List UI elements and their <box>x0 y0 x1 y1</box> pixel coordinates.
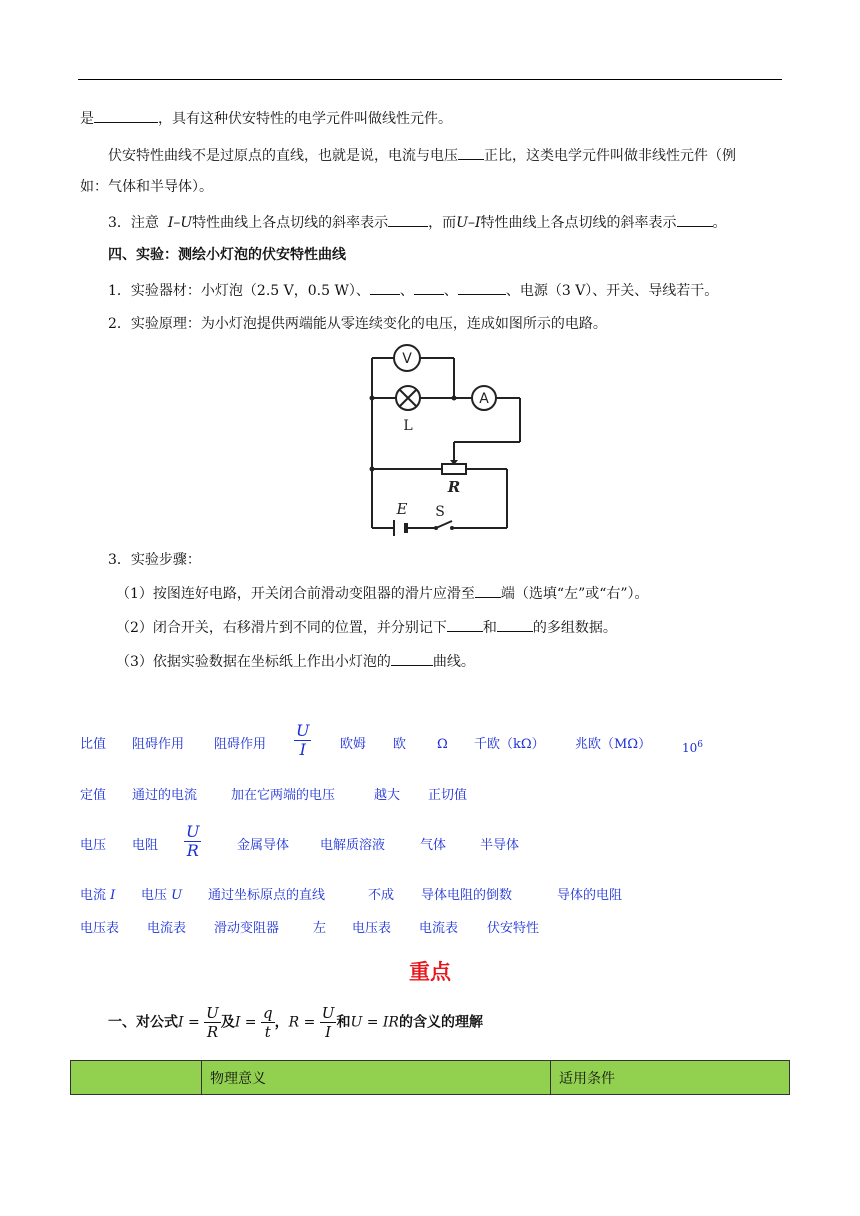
answer-ans-28: 导体的电阻 <box>557 888 623 903</box>
line2-start: 伏安特性曲线不是过原点的直线，也就是说，电流与电压 <box>108 148 458 164</box>
answer-ans-10 <box>682 735 703 758</box>
answer-ans-20: 电解质溶液 <box>320 838 386 853</box>
answer-voltage-symbol: U <box>171 888 183 903</box>
answer-ans-11: 定值 <box>80 788 107 803</box>
answer-ans-33: 电压表 <box>352 921 392 936</box>
text-line-2 <box>108 145 736 166</box>
fraction-denominator: R <box>206 1023 219 1041</box>
answer-fraction-u-over-i <box>294 722 311 759</box>
iu-symbol: I–U <box>167 215 193 231</box>
answer-ans-31: 滑动变阻器 <box>214 921 280 936</box>
line4-text-b: ，而 <box>428 215 457 231</box>
fraction-u-over-i <box>320 1004 337 1041</box>
text-line-7: 2．实验原理：为小灯泡提供两端能从零连续变化的电压，连成如图所示的电路。 <box>108 316 607 332</box>
ammeter-label: A <box>479 391 489 407</box>
answer-ans-9: 兆欧（MΩ） <box>575 737 652 752</box>
blank-6 <box>414 280 444 295</box>
answer-ans-24 <box>141 886 182 906</box>
switch-pivot <box>434 526 438 530</box>
text-line-3: 如：气体和半导体）。 <box>80 179 213 195</box>
fraction-q-over-t <box>261 1004 275 1041</box>
answer-ans-34: 电流表 <box>419 921 459 936</box>
symbol-i: I <box>234 1014 241 1031</box>
table-header-cell <box>71 1061 202 1095</box>
table-header-cell: 物理意义 <box>202 1061 551 1095</box>
answer-ans-13: 加在它两端的电压 <box>231 788 336 803</box>
fraction-numerator: U <box>186 822 200 841</box>
line9-end: 端（选填“左”或“右”）。 <box>500 586 649 602</box>
text-line-4 <box>108 212 727 233</box>
conjunction: 及 <box>220 1014 235 1031</box>
answer-ans-29: 电压表 <box>80 921 120 936</box>
symbol-i: I <box>178 1014 184 1031</box>
table-header-row <box>71 1061 790 1095</box>
answer-ans-27: 导体电阻的倒数 <box>421 888 513 903</box>
table-header-cell: 适用条件 <box>551 1061 790 1095</box>
conjunction: 和 <box>336 1014 351 1031</box>
fraction-denominator: I <box>325 1023 332 1041</box>
formula-heading-post: 的含义的理解 <box>398 1014 483 1031</box>
answer-current-label: 电流 <box>80 888 107 903</box>
header-rule <box>78 79 782 80</box>
answer-ans-14: 越大 <box>374 788 401 803</box>
blank-9 <box>447 617 483 632</box>
switch-contact <box>450 526 454 530</box>
fraction-denominator: R <box>186 841 199 860</box>
answer-ans-30: 电流表 <box>147 921 187 936</box>
ui-symbol: U–I <box>456 215 481 231</box>
answer-ans-1: 比值 <box>80 737 107 752</box>
power-base: 10 <box>682 741 698 755</box>
power-exponent: 6 <box>697 740 704 750</box>
line10-end: 的多组数据。 <box>532 620 617 636</box>
equals-sign: = <box>183 1014 205 1031</box>
section-heading-experiment: 四、实验：测绘小灯泡的伏安特性曲线 <box>108 247 346 263</box>
answer-ans-22: 半导体 <box>480 838 520 853</box>
fraction-numerator: q <box>263 1004 273 1022</box>
formula-uir: U = IR <box>350 1014 399 1031</box>
line1-end: ，具有这种伏安特性的电学元件叫做线性元件。 <box>158 111 452 127</box>
answer-ans-21: 气体 <box>420 838 447 853</box>
blank-7 <box>458 280 506 295</box>
formula-heading-pre: 一、对公式 <box>108 1014 178 1031</box>
text-line-11 <box>116 651 475 672</box>
line2-end: 正比，这类电学元件叫做非线性元件（例 <box>484 148 736 164</box>
answer-fraction-u-over-r <box>184 823 201 860</box>
fraction-numerator: U <box>296 721 310 740</box>
fraction-numerator: U <box>206 1004 219 1022</box>
text-line-10 <box>116 617 617 638</box>
answer-ans-16: 电压 <box>80 838 107 853</box>
fraction-u-over-r <box>204 1004 221 1041</box>
answer-ans-19: 金属导体 <box>237 838 290 853</box>
blank-4 <box>677 212 713 227</box>
text-line-9 <box>116 583 649 604</box>
separator: 、 <box>443 283 458 299</box>
line6-end: 、电源（3 V）、开关、导线若干。 <box>505 283 719 299</box>
answer-ans-3: 阻碍作用 <box>214 737 267 752</box>
line4-end: 。 <box>712 215 727 231</box>
junction-dot <box>452 396 457 401</box>
fraction-denominator: t <box>264 1023 271 1041</box>
source-label: E <box>396 500 408 518</box>
formula-heading <box>108 1004 483 1041</box>
answer-ans-25: 通过坐标原点的直线 <box>208 888 326 903</box>
answer-ans-7: Ω <box>437 737 448 752</box>
text-line-6 <box>108 280 718 301</box>
line4-text-a: 特性曲线上各点切线的斜率表示 <box>192 215 389 231</box>
rheostat-symbol <box>442 464 466 474</box>
answer-ans-12: 通过的电流 <box>132 788 198 803</box>
section-title: 重点 <box>409 960 451 984</box>
switch-label: S <box>435 504 445 520</box>
lamp-label: L <box>403 418 413 434</box>
blank-3 <box>388 212 428 227</box>
blank-2 <box>458 145 484 160</box>
answer-ans-6: 欧 <box>393 737 407 752</box>
symbol-r: R <box>288 1014 300 1031</box>
line6-start: 1．实验器材：小灯泡（2.5 V，0.5 W）、 <box>108 283 370 299</box>
blank-1 <box>94 108 158 123</box>
comma: ， <box>274 1014 289 1031</box>
comparison-table <box>70 1060 790 1095</box>
answer-ans-23 <box>80 886 115 906</box>
equals-sign: = <box>299 1014 320 1031</box>
line10-start: （2）闭合开关，右移滑片到不同的位置，并分别记下 <box>116 620 447 636</box>
answer-voltage-label: 电压 <box>141 888 168 903</box>
equals-sign: = <box>240 1014 261 1031</box>
text-line-1 <box>80 108 452 129</box>
answer-ans-17: 电阻 <box>132 838 159 853</box>
line10-and: 和 <box>482 620 497 636</box>
answer-ans-2: 阻碍作用 <box>132 737 185 752</box>
line4-note: 3．注意 <box>108 215 159 231</box>
separator: 、 <box>399 283 414 299</box>
line11-end: 曲线。 <box>432 654 475 670</box>
answer-ans-26: 不成 <box>368 888 395 903</box>
fraction-numerator: U <box>321 1004 335 1022</box>
answer-ans-15: 正切值 <box>428 788 468 803</box>
answer-ans-8: 千欧（kΩ） <box>474 737 545 752</box>
fraction-denominator: I <box>299 740 306 759</box>
junction-dot <box>370 467 375 472</box>
text-line-8: 3．实验步骤： <box>108 552 201 568</box>
rheostat-label: R <box>447 478 461 496</box>
answer-current-symbol: I <box>110 888 116 903</box>
blank-5 <box>370 280 400 295</box>
line4-text-c: 特性曲线上各点切线的斜率表示 <box>480 215 677 231</box>
blank-8 <box>475 583 501 598</box>
voltmeter-label: V <box>402 351 412 367</box>
junction-dot <box>370 396 375 401</box>
blank-11 <box>391 651 433 666</box>
answer-ans-35: 伏安特性 <box>487 921 540 936</box>
line1-start: 是 <box>80 111 94 127</box>
answer-ans-5: 欧姆 <box>340 737 367 752</box>
line11-start: （3）依据实验数据在坐标纸上作出小灯泡的 <box>116 654 391 670</box>
line9-start: （1）按图连好电路，开关闭合前滑动变阻器的滑片应滑至 <box>116 586 475 602</box>
answer-ans-32: 左 <box>313 921 327 936</box>
circuit-diagram <box>362 338 530 538</box>
blank-10 <box>497 617 533 632</box>
